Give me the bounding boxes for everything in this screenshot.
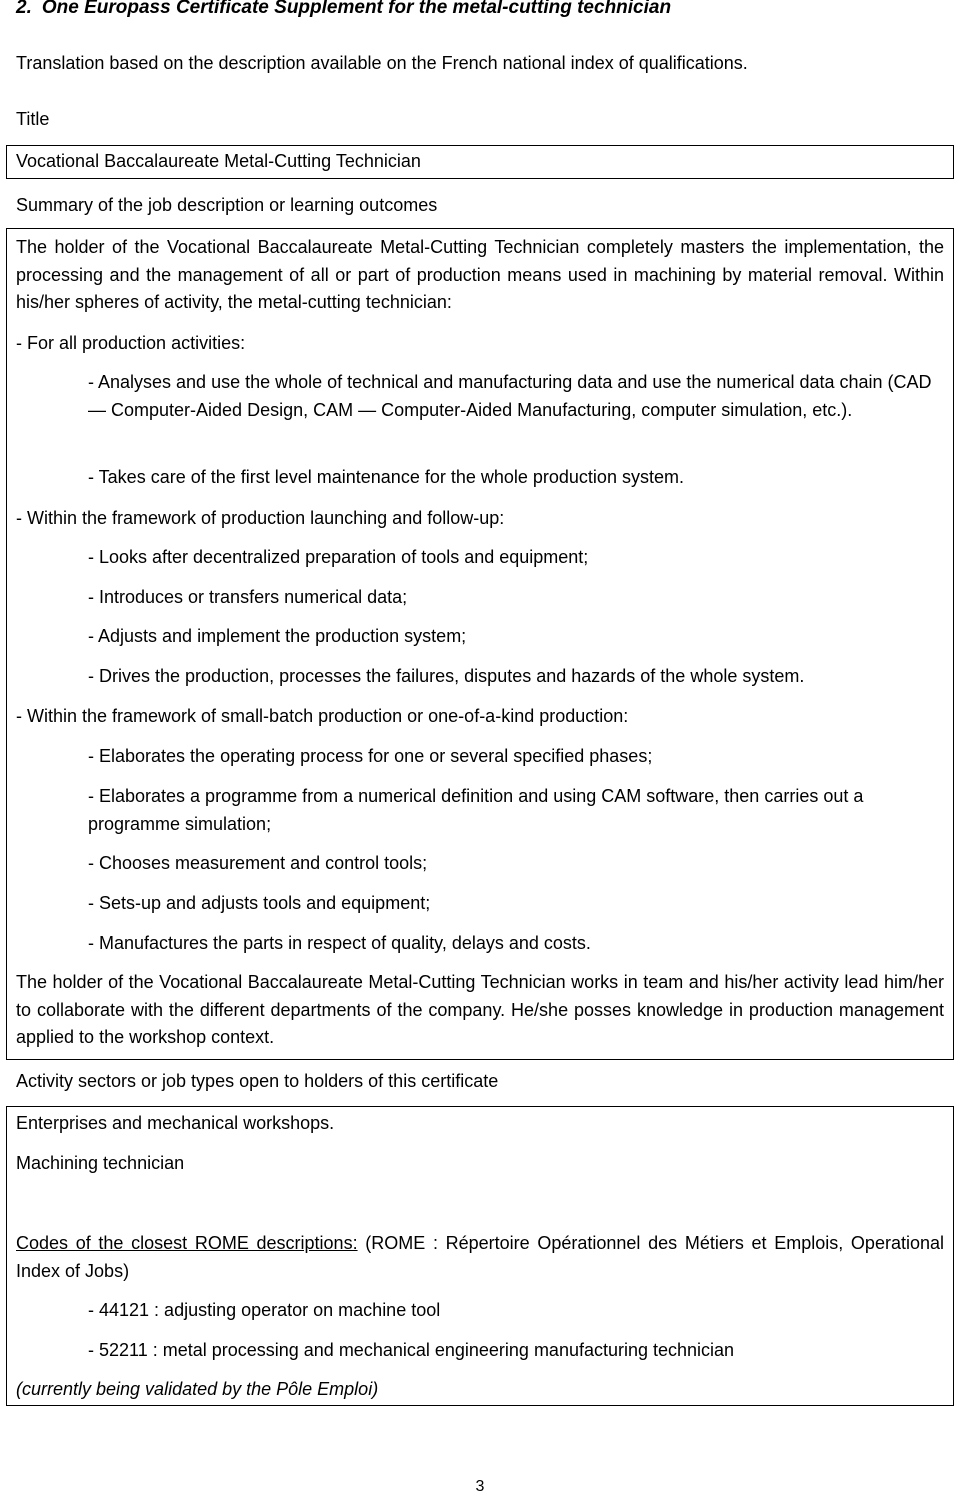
title-value: Vocational Baccalaureate Metal-Cutting Technician <box>16 151 421 171</box>
list-item: - Elaborates the operating process for one or several specified phases; <box>88 746 653 766</box>
rome-label: Codes of the closest ROME descriptions: <box>16 1233 358 1253</box>
section-heading <box>16 0 671 21</box>
summary-paragraph: The holder of the Vocational Baccalaureate Metal-Cutting Technician completely masters the implementation, the processing and the management of all or part of production means used in machining by material removal. Within his/her spheres of activity, the metal-cutting technician: <box>16 237 944 312</box>
list-item: - Elaborates a programme from a numerical definition and using CAM software, then carries out a programme simulation; <box>88 786 864 834</box>
closing-paragraph: The holder of the Vocational Baccalaureate Metal-Cutting Technician works in team and his/her activity lead him/her to collaborate with the different departments of the company. He/she posses knowledge in production management applied to the workshop context. <box>16 972 944 1047</box>
page-number: 3 <box>475 1478 485 1495</box>
group-label-small-batch: - Within the framework of small-batch production or one-of-a-kind production: <box>16 706 629 726</box>
sector-item: Enterprises and mechanical workshops. <box>16 1113 335 1133</box>
list-item: - Looks after decentralized preparation of tools and equipment; <box>88 547 589 567</box>
group-label-production: - For all production activities: <box>16 333 246 353</box>
title-label: Title <box>16 109 50 129</box>
rome-code: - 52211 : metal processing and mechanical engineering manufacturing technician <box>88 1340 735 1360</box>
list-item: - Drives the production, processes the failures, disputes and hazards of the whole system. <box>88 666 805 686</box>
group-label-launching: - Within the framework of production launching and follow-up: <box>16 508 505 528</box>
rome-note: (currently being validated by the Pôle Emploi) <box>16 1379 379 1399</box>
list-item: - Adjusts and implement the production system; <box>88 626 467 646</box>
list-item: - Analyses and use the whole of technical and manufacturing data and use the numerical data chain (CAD — Computer-Aided Design, CAM — Computer-Aided Manufacturing, computer simulation, etc.). <box>88 372 932 420</box>
rome-description: (ROME : Répertoire Opérationnel des Métiers et Emplois, Operational Index of Jobs) <box>16 1233 944 1281</box>
list-item: - Chooses measurement and control tools; <box>88 853 428 873</box>
rome-paragraph <box>16 1230 944 1285</box>
section-title: One Europass Certificate Supplement for the metal-cutting technician <box>41 0 672 18</box>
list-item: - Takes care of the first level maintenance for the whole production system. <box>88 467 684 487</box>
sectors-label: Activity sectors or job types open to holders of this certificate <box>16 1071 499 1091</box>
title-box <box>6 145 954 179</box>
list-item: - Manufactures the parts in respect of quality, delays and costs. <box>88 933 591 953</box>
intro-text: Translation based on the description available on the French national index of qualifications. <box>16 53 748 73</box>
section-number: 2. <box>16 0 32 18</box>
list-item: - Sets-up and adjusts tools and equipment; <box>88 893 431 913</box>
rome-code: - 44121 : adjusting operator on machine tool <box>88 1300 441 1320</box>
list-item: - Introduces or transfers numerical data; <box>88 587 408 607</box>
summary-label: Summary of the job description or learning outcomes <box>16 195 438 215</box>
sector-item: Machining technician <box>16 1153 185 1173</box>
